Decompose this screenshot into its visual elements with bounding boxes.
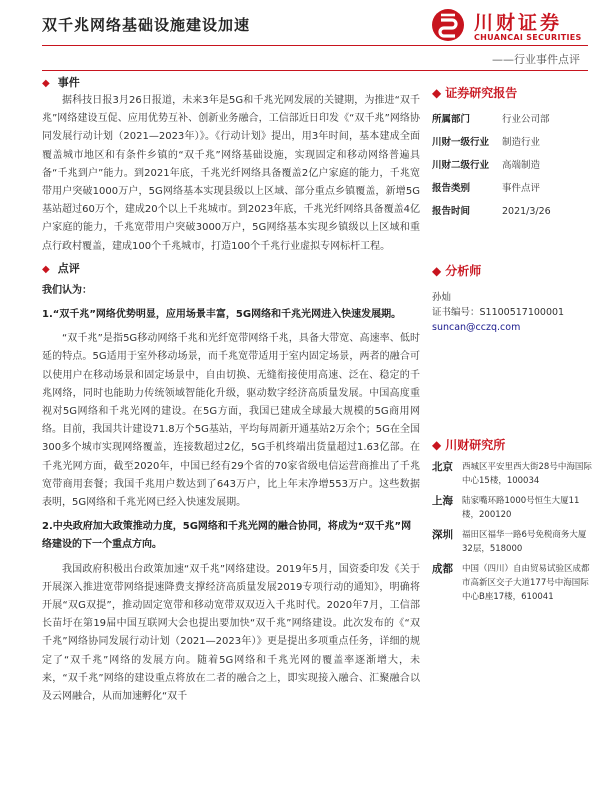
header-divider: [42, 45, 588, 46]
main-content: [42, 74, 420, 706]
point1-heading: 1.“双千兆”网络优势明显，应用场景丰富，5G网络和千兆光网进入快速发展期。: [42, 309, 402, 321]
event-paragraph: 据科技日报3月26日报道，未来3年是5G和千兆光网发展的关键期，为推进“双千兆”网络建设互促、应用优势互补、创新业务融合，工信部近日印发《“双千兆”网络协同发展行动计划（2021—2023年）》。《行动计划》提出，用3年时间，基本建成全面覆盖城市地区和有条件乡镇的“双千兆”网络基础设施，实现固定和移动网络普遍具备“千兆到户”能力。到2021年底，千兆光纤网络具备覆盖2亿户家庭的能力，千兆宽带用户突破1000万户，5G网络基本实现县级以上区域、部分重点乡镇覆盖，新增5G基站超过60万个，建成20个以上千兆城市。到2023年底，千兆光纤网络具备覆盖4亿户家庭的能力，千兆宽带用户突破3000万户，5G网络基本实现乡镇级以上区域和重点行政村覆盖，建成100个千兆城市，打造100个千兆行业虚拟专网标杆工程。: [42, 95, 420, 252]
logo-name-cn: 川财证券: [474, 12, 563, 34]
address-row: 北京 西城区平安里西大街28号中海国际中心15楼，100034: [432, 461, 592, 486]
event-section-heading: ◆ 事件: [42, 76, 80, 89]
point2-heading: 2.中央政府加大政策推动力度，5G网络和千兆光网的融合协同，将成为“双千兆”网络建设的下一个重点方向。: [42, 521, 412, 551]
diamond-icon: ◆: [432, 86, 442, 100]
info-row: 所属部门 行业公司部: [432, 114, 550, 125]
comment-section-heading: ◆ 点评: [42, 261, 80, 275]
research-heading: ◆ 川财研究所: [432, 438, 506, 452]
diamond-icon: ◆: [432, 438, 442, 452]
logo-icon: [432, 9, 464, 41]
analyst-heading: ◆ 分析师: [432, 264, 482, 278]
info-row: 报告类别 事件点评: [432, 183, 541, 194]
analyst-panel: [432, 262, 592, 335]
analyst-cert: 证书编号：S1100517100001: [432, 307, 565, 318]
analyst-name: 孙灿: [432, 292, 452, 303]
report-subtitle: ——行业事件点评: [492, 53, 580, 66]
info-row: 报告时间 2021/3/26: [432, 206, 551, 217]
company-logo: [432, 6, 588, 46]
research-institute-panel: [432, 436, 592, 610]
info-row: 川财一级行业 制造行业: [432, 137, 541, 148]
report-info-panel: [432, 84, 592, 223]
point1-paragraph: “双千兆”是指5G移动网络千兆和光纤宽带网络千兆，具备大带宽、高速率、低时延的特点。5G适用于室外移动场景，而千兆宽带适用于室内固定场景，两者的融合可以使用户在移动场景和固定场景中，自由切换、无缝衔接使用高速、泛在、稳定的千兆网络，同时也能助力传统领域智能化升级，驱动数字经济高质量发展。中国高度重视对5G网络和千兆光网的建设。在5G方面，我国已建成全球最大规模的5G商用网络。目前，我国共计建设71.8万个5G基站，平均每周新开通基站2万余个；5G在全国300多个城市实现网络覆盖，连接数超过2亿，5G手机终端出货量超过1.63亿部。在千兆光网方面，截至2020年，中国已经有29个省的70家省级电信运营商推出了千兆宽带商用套餐；我国千兆用户数达到了643万户，比上年末净增553万户。这些数据表明，5G网络和千兆光网已经入快速发展期。: [42, 333, 420, 509]
report-title: 双千兆网络基础设施建设加速: [42, 16, 251, 34]
diamond-icon: ◆: [42, 263, 50, 275]
diamond-icon: ◆: [42, 78, 50, 89]
analyst-email[interactable]: suncan@cczq.com: [432, 322, 521, 333]
point2-paragraph: 我国政府积极出台政策加速“双千兆”网络建设。2019年5月，国资委印发《关于开展深入推进宽带网络提速降费支撑经济高质量发展2019专项行动的通知》，明确将开展“双G双提”，推动固定宽带和移动宽带双双迈入千兆时代。2020年7月，工信部长苗圩在第19届中国互联网大会也提出要加快“双千兆”网络建设。此次发布的《“双千兆”网络协同发展行动计划（2021—2023年）》更是提出多项重点任务，详细的规定了“双千兆”网络的发展方向。随着5G网络和千兆光网的覆盖率逐渐增大，未来，“双千兆”网络的建设重点将放在二者的融合之上，即实现接入融合、汇聚融合以及云网融合，从而加速孵化“双千: [42, 563, 420, 703]
address-row: 上海 陆家嘴环路1000号恒生大厦11楼，200120: [432, 495, 580, 520]
logo-name-en: CHUANCAI SECURITIES: [474, 33, 582, 42]
address-row: 成都 中国（四川）自由贸易试验区成都市高新区交子大道177号中海国际中心B座17楼，610041: [432, 563, 590, 602]
diamond-icon: ◆: [432, 264, 442, 278]
subtitle-divider: [42, 70, 588, 71]
address-row: 深圳 福田区福华一路6号免税商务大厦32层，518000: [432, 529, 587, 554]
we-think-label: 我们认为：: [42, 284, 92, 296]
report-info-heading: ◆ 证券研究报告: [432, 86, 518, 100]
info-row: 川财二级行业 高端制造: [432, 160, 541, 171]
